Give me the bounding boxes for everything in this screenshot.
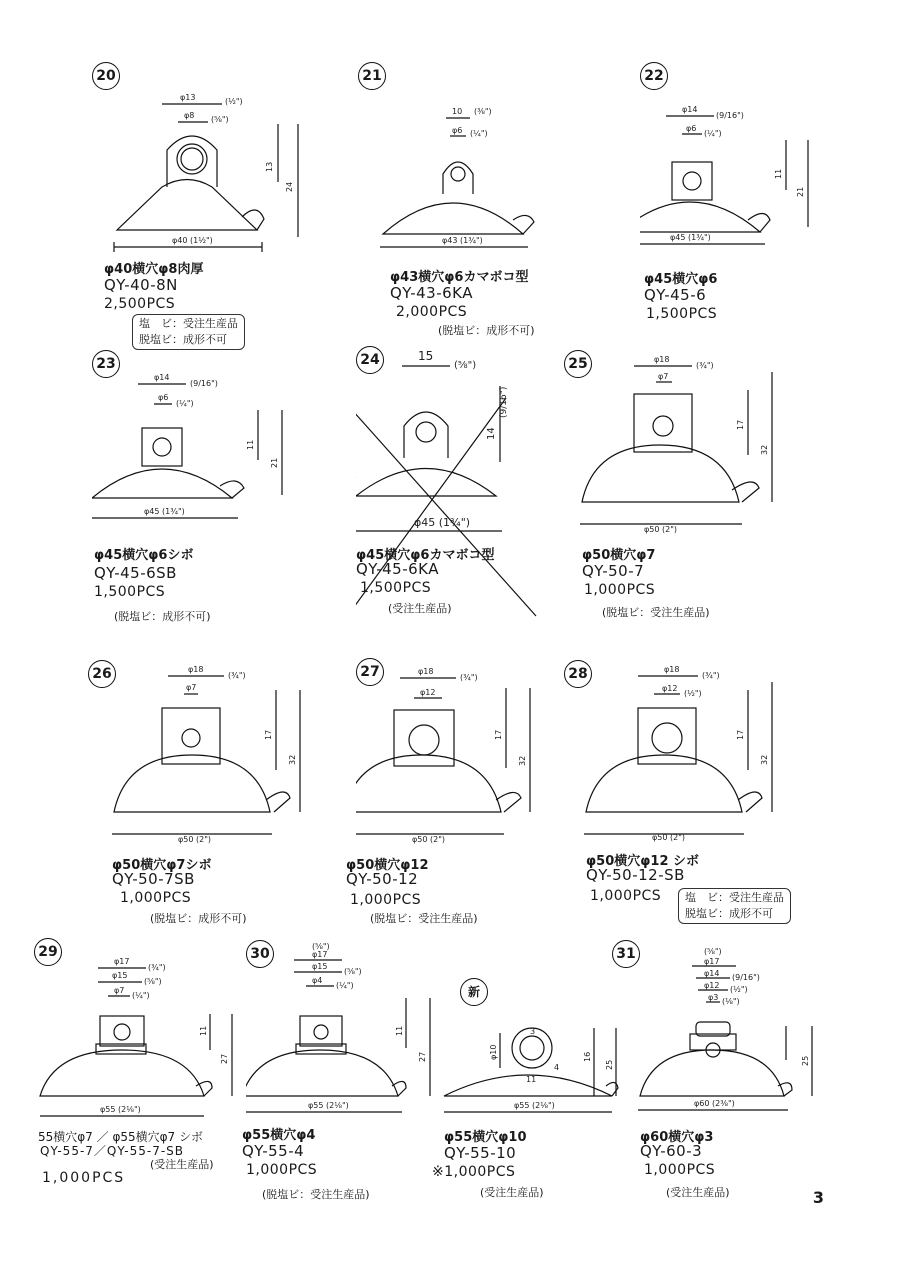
dim-top2: φ6 [452, 126, 463, 135]
product-note: (受注生産品) [480, 1186, 544, 1199]
dim-top2: φ15 [112, 971, 128, 980]
dim-top4b: (⅛") [722, 997, 740, 1006]
product-item [242, 940, 446, 1240]
dim-top2: φ6 [686, 124, 697, 133]
product-pcs: 1,500PCS [94, 584, 166, 600]
item-number: 21 [358, 62, 386, 90]
product-model: QY-40-8N [104, 276, 178, 294]
dim-top2b: (¼") [704, 129, 722, 138]
dim-h2: 32 [518, 755, 527, 766]
dim-top3: φ12 [704, 981, 720, 990]
dim-top2: φ10 [489, 1044, 498, 1060]
dim-h2: 21 [796, 186, 805, 197]
dim-top1b: (¾") [148, 963, 166, 972]
dim-top2b: (9/16") [732, 973, 760, 982]
dim-h1: 11 [774, 168, 783, 179]
dim-top2: φ8 [184, 111, 195, 120]
dim-h1: 17 [494, 729, 503, 740]
dim-s3: 3 [530, 1027, 536, 1036]
dim-top2b: (⅝") [344, 967, 362, 976]
dim-h2: 32 [760, 754, 769, 765]
dim-top3: φ7 [114, 986, 125, 995]
dim-top1: φ13 [180, 93, 196, 102]
product-pcs: 1,500PCS [360, 580, 432, 596]
footer-pcs: 1,000PCS [42, 1170, 126, 1186]
dim-top3b: (½") [730, 985, 748, 994]
dim-top2b: (⅝") [211, 115, 229, 124]
dim-top1b: (¾") [702, 671, 720, 680]
dim-base: φ55 (2⅛") [100, 1105, 141, 1114]
page-number: 3 [812, 1188, 824, 1207]
dim-top2b: (½") [684, 689, 702, 698]
dim-top1b: (⅜") [474, 107, 492, 116]
dim-top1: 10 [452, 107, 463, 116]
dim-top2b: (¼") [470, 129, 488, 138]
dim-s2: 4 [554, 1063, 560, 1072]
dim-h1: 17 [736, 729, 745, 740]
dim-top1: φ14 [154, 373, 170, 382]
product-model: QY-55-7／QY-55-7-SB [40, 1144, 185, 1158]
dim-top1: φ18 [418, 667, 434, 676]
product-name: φ50横穴φ12 [346, 858, 429, 873]
dim-top1: φ17 [114, 957, 130, 966]
dim-top1b: (⅝") [704, 947, 722, 956]
dim-h2: 27 [220, 1053, 229, 1064]
product-pcs: 1,000PCS [644, 1162, 716, 1178]
dim-top1: φ17 [312, 950, 328, 959]
item-number: 26 [88, 660, 116, 688]
product-pcs: 1,000PCS [584, 582, 656, 598]
dim-top2: φ6 [158, 393, 169, 402]
product-model: QY-50-7 [582, 562, 645, 580]
product-item [640, 62, 900, 362]
dim-base: φ45 (1¾") [670, 233, 711, 242]
product-note: (脱塩ビ：受注生産品) [602, 606, 710, 619]
dim-base: φ55 (2⅛") [514, 1101, 555, 1110]
product-model: QY-45-6KA [356, 560, 439, 578]
suction-cup-diagram [92, 350, 372, 550]
item-number: 25 [564, 350, 592, 378]
dim-h2: 21 [270, 457, 279, 468]
item-number: 24 [356, 346, 384, 374]
item-number: 23 [92, 350, 120, 378]
note-line-2: 脱塩ビ：成形不可 [139, 333, 227, 346]
dim-h1: 13 [265, 161, 274, 172]
product-note: (受注生産品) [388, 602, 452, 615]
dim-top3b: (¼") [132, 991, 150, 1000]
product-note: (受注生産品) [666, 1186, 730, 1199]
dim-h1: 16 [583, 1051, 592, 1062]
dim-top2b: (¼") [176, 399, 194, 408]
item-number: 22 [640, 62, 668, 90]
suction-cup-diagram [92, 62, 372, 262]
product-item [34, 938, 244, 1238]
dim-top1b: (¾") [228, 671, 246, 680]
suction-cup-diagram [440, 978, 640, 1138]
dim-h1: 11 [246, 439, 255, 450]
dim-top1: φ17 [704, 957, 720, 966]
product-pcs: 1,000PCS [120, 890, 192, 906]
product-item [92, 350, 372, 650]
dim-base: φ55 (2⅛") [308, 1101, 349, 1110]
product-note: (脱塩ビ：受注生産品) [370, 912, 478, 925]
dim-top1: 15 [418, 349, 434, 363]
dim-top1: φ18 [654, 355, 670, 364]
dim-top1b: (½") [225, 97, 243, 106]
product-pcs: ※1,000PCS [432, 1164, 516, 1180]
item-number: 28 [564, 660, 592, 688]
dim-h1: 11 [395, 1025, 404, 1036]
product-name: 55横穴φ7 ／ φ55横穴φ7 シボ [38, 1130, 204, 1144]
product-pcs: 1,500PCS [646, 306, 718, 322]
dim-top2: φ7 [658, 372, 669, 381]
product-note [132, 314, 245, 350]
dim-top1: φ18 [664, 665, 680, 674]
product-model: QY-60-3 [640, 1142, 703, 1160]
item-number: 31 [612, 940, 640, 968]
product-item [358, 62, 638, 362]
item-number: 27 [356, 658, 384, 686]
product-item [564, 350, 844, 650]
product-name: φ45横穴φ6 [644, 272, 718, 287]
product-name: φ45横穴φ6カマボコ型 [356, 548, 495, 563]
dim-top1b: (⅝") [312, 942, 330, 951]
product-note [678, 888, 791, 924]
product-name: φ50横穴φ12 シボ [586, 854, 700, 869]
product-model: QY-45-6SB [94, 564, 177, 582]
product-name: φ50横穴φ7シボ [112, 858, 212, 873]
product-model: QY-55-10 [444, 1144, 517, 1162]
product-note: (脱塩ビ：成形不可) [438, 324, 535, 337]
product-note: (脱塩ビ：成形不可) [150, 912, 247, 925]
product-pcs: 1,000PCS [590, 888, 662, 904]
dim-h1: 11 [199, 1025, 208, 1036]
dim-top3b: (¼") [336, 981, 354, 990]
dim-top1b: (9/16") [716, 111, 744, 120]
dim-top1b: (⅝") [454, 360, 477, 371]
dim-top2b: (⅝") [144, 977, 162, 986]
product-note: (脱塩ビ：成形不可) [114, 610, 211, 623]
product-note: (受注生産品) [150, 1158, 214, 1171]
dim-base: φ45 (1¾") [144, 507, 185, 516]
suction-cup-diagram [34, 938, 244, 1138]
dim-h1: 17 [736, 419, 745, 430]
product-name: φ55横穴φ4 [242, 1128, 316, 1143]
product-model: QY-43-6KA [390, 284, 473, 302]
dim-h1: 14 [486, 427, 497, 440]
dim-base: φ50 (2") [652, 833, 686, 842]
dim-h1b: (9/16") [499, 386, 509, 418]
note-line-1: 塩 ビ：受注生産品 [685, 891, 784, 904]
product-item [92, 62, 372, 362]
dim-top2: φ7 [186, 683, 197, 692]
dim-top2: φ15 [312, 962, 328, 971]
suction-cup-diagram [246, 940, 446, 1140]
item-number: 20 [92, 62, 120, 90]
product-item [432, 978, 640, 1278]
dim-s1: 11 [526, 1075, 537, 1084]
product-name: φ60横穴φ3 [640, 1130, 714, 1145]
dim-h2: 27 [418, 1051, 427, 1062]
dim-h2: 32 [288, 754, 297, 765]
product-pcs: 1,000PCS [246, 1162, 318, 1178]
product-name: φ43横穴φ6カマボコ型 [390, 270, 529, 285]
dim-h2: 32 [760, 444, 769, 455]
product-item [564, 660, 844, 960]
dim-top2: φ12 [662, 684, 678, 693]
dim-base: φ40 (1½") [172, 236, 213, 245]
item-number: 30 [246, 940, 274, 968]
dim-base: φ50 (2") [178, 835, 212, 844]
product-model: QY-55-4 [242, 1142, 305, 1160]
dim-top2: φ14 [704, 969, 720, 978]
dim-h1: 17 [264, 729, 273, 740]
product-model: QY-50-7SB [112, 870, 195, 888]
product-model: QY-50-12 [346, 870, 419, 888]
product-name: φ45横穴φ6シボ [94, 548, 194, 563]
dim-base: φ45 (1¾") [414, 516, 471, 529]
dim-top1b: (¾") [696, 361, 714, 370]
dim-top2: φ12 [420, 688, 436, 697]
dim-top3: φ4 [312, 976, 323, 985]
dim-base: φ60 (2⅜") [694, 1099, 735, 1108]
dim-top1: φ18 [188, 665, 204, 674]
suction-cup-diagram [640, 62, 900, 262]
product-pcs: 1,000PCS [350, 892, 422, 908]
item-number-new: 新 [460, 978, 488, 1006]
note-line-1: 塩 ビ：受注生産品 [139, 317, 238, 330]
product-item [88, 660, 368, 960]
item-number: 29 [34, 938, 62, 966]
dim-base: φ50 (2") [644, 525, 678, 534]
product-name: φ50横穴φ7 [582, 548, 656, 563]
product-note: (脱塩ビ：受注生産品) [262, 1188, 370, 1201]
suction-cup-diagram [88, 660, 368, 860]
suction-cup-diagram [564, 660, 864, 860]
dim-base: φ50 (2") [412, 835, 446, 844]
dim-base: φ43 (1¾") [442, 236, 483, 245]
dim-h2: 25 [801, 1055, 810, 1066]
dim-top1b: (9/16") [190, 379, 218, 388]
dim-top4: φ3 [708, 993, 719, 1002]
product-name: φ55横穴φ10 [444, 1130, 527, 1145]
product-pcs: 2,500PCS [104, 296, 176, 312]
dim-h2: 25 [605, 1059, 614, 1070]
product-model: QY-50-12-SB [586, 866, 685, 884]
dim-top1: φ14 [682, 105, 698, 114]
note-line-2: 脱塩ビ：成形不可 [685, 907, 773, 920]
product-pcs: 2,000PCS [396, 304, 468, 320]
dim-h2: 24 [285, 181, 294, 192]
product-model: QY-45-6 [644, 286, 707, 304]
suction-cup-diagram [612, 940, 852, 1140]
suction-cup-diagram [358, 62, 638, 262]
product-name: φ40横穴φ8肉厚 [104, 262, 204, 277]
suction-cup-diagram [564, 350, 864, 550]
dim-top1b: (¾") [460, 673, 478, 682]
